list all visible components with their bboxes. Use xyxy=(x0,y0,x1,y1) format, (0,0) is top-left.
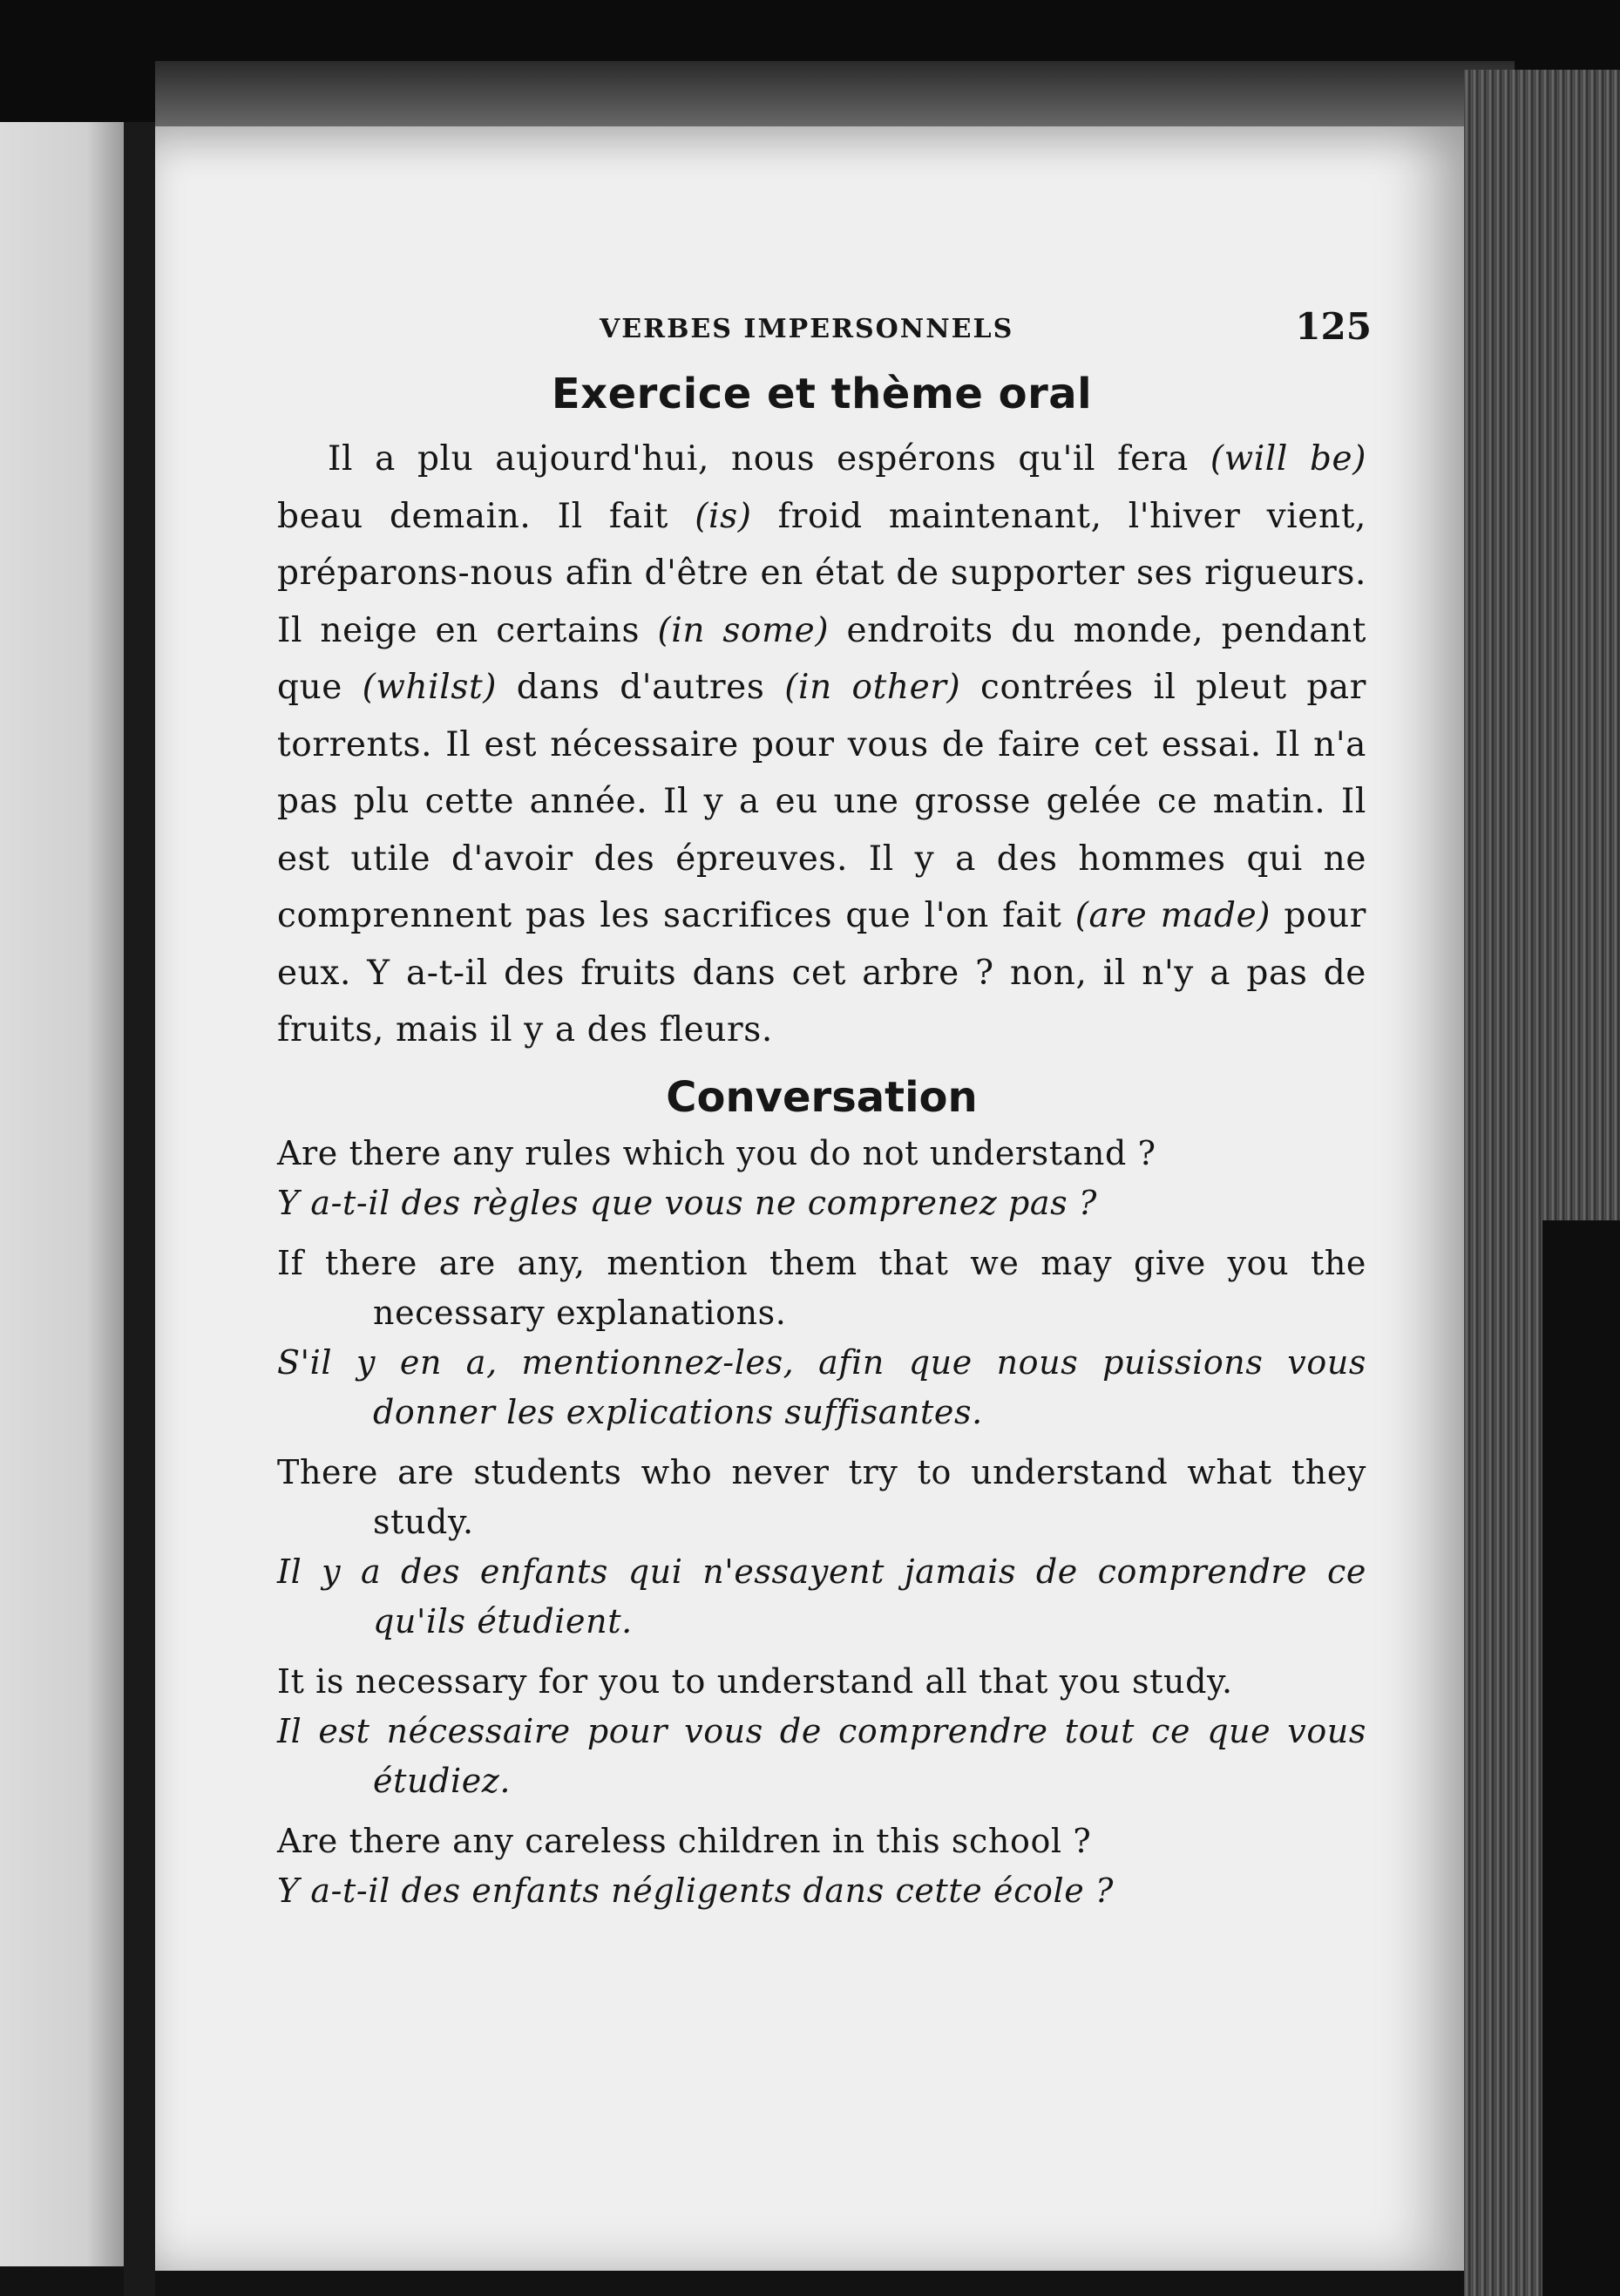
paragraph-text: Il a plu aujourd'hui, nous espérons qu'il fera xyxy=(328,439,1210,479)
english-gloss: (whilst) xyxy=(362,668,498,707)
english-gloss: (are made) xyxy=(1074,896,1271,935)
paragraph-text: pour eux. Y a-t-il des fruits dans cet arbre ? non, il n'y a pas de fruits, mais il y a des fleurs. xyxy=(277,896,1366,1050)
page-number: 125 xyxy=(1295,305,1372,348)
conversation-list xyxy=(277,1129,1366,1916)
page-content xyxy=(277,296,1372,1916)
french-translation: S'il y en a, mentionnez-les, afin que nous puissions vous donner les explications suffisantes. xyxy=(277,1342,1366,1431)
english-gloss: (will be) xyxy=(1210,439,1367,479)
english-question: It is necessary for you to understand all that you study. xyxy=(277,1661,1233,1701)
paragraph-text: froid maintenant, l'hiver vient, préparons-nous afin d'être en état de supporter ses rigueurs. Il neige en certains xyxy=(277,496,1366,650)
english-question: Are there any careless children in this school ? xyxy=(277,1821,1092,1860)
running-head xyxy=(277,296,1372,357)
english-question: If there are any, mention them that we may give you the necessary explanations. xyxy=(277,1243,1366,1332)
french-translation: Il y a des enfants qui n'essayent jamais de comprendre ce qu'ils étudient. xyxy=(277,1552,1366,1640)
paragraph-text: beau demain. Il fait xyxy=(277,496,695,536)
page-top-shadow xyxy=(155,61,1515,131)
french-translation: Il est nécessaire pour vous de comprendre tout ce que vous étudiez. xyxy=(277,1711,1366,1800)
french-translation: Y a-t-il des règles que vous ne comprenez pas ? xyxy=(277,1183,1097,1222)
english-question: Are there any rules which you do not understand ? xyxy=(277,1133,1156,1172)
english-gloss: (is) xyxy=(695,496,752,536)
exercise-paragraph xyxy=(277,431,1366,1059)
paragraph-text: endroits du monde, pendant que xyxy=(277,610,1367,707)
running-title: VERBES IMPERSONNELS xyxy=(600,314,1014,344)
fore-edge-shadow xyxy=(1542,1220,1620,2296)
english-gloss: (in some) xyxy=(657,610,830,650)
paragraph-text: contrées il pleut par torrents. Il est nécessaire pour vous de faire cet essai. Il n'a pas plu cette année. Il y a eu une grosse gelée ce matin. Il est utile d'avoir des épreuves. Il y a des hommes qui ne comprennent pas les sacrifices que l'on fait xyxy=(277,668,1366,935)
english-gloss: (in other) xyxy=(784,668,961,707)
conversation-heading: Conversation xyxy=(666,1072,978,1122)
paragraph-text: dans d'autres xyxy=(497,668,785,707)
exercise-heading: Exercice et thème oral xyxy=(551,370,1093,418)
french-translation: Y a-t-il des enfants négligents dans cette école ? xyxy=(277,1871,1114,1910)
english-question: There are students who never try to understand what they study. xyxy=(277,1452,1366,1541)
book-gutter xyxy=(124,122,155,2296)
facing-page-edge xyxy=(0,122,124,2266)
